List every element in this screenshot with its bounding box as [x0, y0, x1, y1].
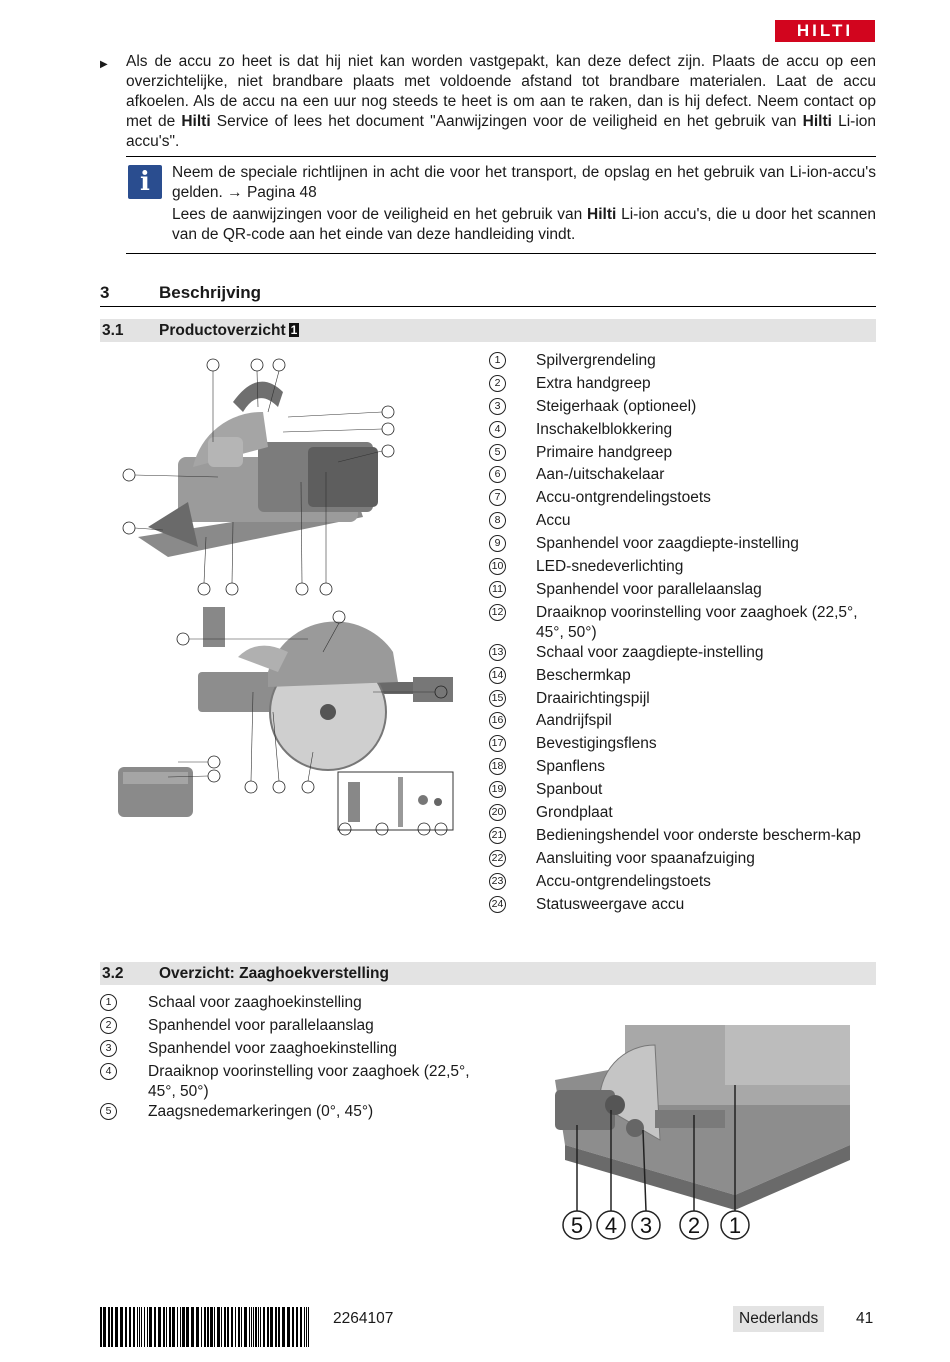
- legend-number-badge: 23: [489, 873, 506, 890]
- legend-number-badge: 5: [489, 444, 506, 461]
- legend-item: [489, 872, 879, 895]
- legend-number-badge: 18: [489, 758, 506, 775]
- note-line-2: Lees de aanwijzingen voor de veiligheid en het gebruik van Hilti Li-ion accu's, die u door het scannen van de QR-code aan het einde van deze handleiding vindt.: [172, 206, 876, 243]
- legend-label: Bedieningshendel voor onderste bescherm-kap: [536, 826, 861, 844]
- legend-label: Draaiknop voorinstelling voor zaaghoek (22,5°, 45°, 50°): [148, 1063, 470, 1100]
- legend-label: Spanhendel voor parallelaanslag: [536, 580, 762, 598]
- legend-number-badge: 8: [489, 512, 506, 529]
- legend-label: Spilvergrendeling: [536, 352, 656, 369]
- legend-label: Inschakelblokkering: [536, 420, 673, 438]
- legend-label: Zaagsnedemarkeringen (0°, 45°): [148, 1103, 374, 1120]
- product-overview-figure: [108, 352, 470, 840]
- legend-label: Spanflens: [536, 758, 605, 776]
- legend-item: [489, 711, 879, 734]
- legend-item: [489, 557, 879, 580]
- legend-item: [489, 420, 879, 443]
- saw-top-view: [138, 382, 378, 557]
- figure-callout-number: 4: [604, 1213, 618, 1238]
- legend-item: [489, 895, 879, 918]
- page-number: 41: [856, 1310, 874, 1327]
- legend-label: Aansluiting voor spaanafzuiging: [536, 849, 755, 867]
- legend-label: Steigerhaak (optioneel): [536, 397, 697, 415]
- legend-number-badge: 19: [489, 781, 506, 798]
- legend-label: Draairichtingspijl: [536, 689, 650, 707]
- figure-callout-number: 1: [728, 1213, 742, 1238]
- info-note: [126, 156, 876, 254]
- legend-number-badge: 7: [489, 489, 506, 506]
- note-text: [172, 163, 876, 245]
- legend-number-badge: 3: [489, 398, 506, 415]
- legend-item: [100, 1062, 500, 1102]
- legend-item: [489, 757, 879, 780]
- figure-callout-number: 5: [570, 1213, 584, 1238]
- legend-number-badge: 4: [489, 421, 506, 438]
- hilti-logo: HILTI: [775, 20, 875, 42]
- info-icon: i: [128, 165, 162, 199]
- barcode: [100, 1307, 312, 1347]
- legend-label: Grondplaat: [536, 804, 613, 822]
- legend-number-badge: 6: [489, 466, 506, 483]
- legend-label: Statusweergave accu: [536, 895, 685, 913]
- product-legend: [489, 351, 879, 917]
- legend-number-badge: 11: [489, 581, 506, 598]
- legend-label: Primaire handgreep: [536, 443, 673, 461]
- legend-label: Spanhendel voor parallelaanslag: [148, 1017, 374, 1034]
- legend-number-badge: 1: [489, 352, 506, 369]
- legend-number-badge: 4: [100, 1063, 117, 1080]
- legend-number-badge: 9: [489, 535, 506, 552]
- figure-callout-number: 3: [639, 1213, 653, 1238]
- legend-number-badge: 3: [100, 1040, 117, 1057]
- legend-number-badge: 12: [489, 604, 506, 621]
- legend-item: [489, 689, 879, 712]
- bullet-triangle-icon: ▶: [100, 59, 108, 70]
- battery-pack: [118, 767, 193, 817]
- legend-item: [489, 603, 879, 643]
- legend-number-badge: 2: [489, 375, 506, 392]
- bevel-legend: [100, 993, 500, 1125]
- legend-item: [100, 993, 500, 1016]
- legend-label: LED-snedeverlichting: [536, 558, 684, 576]
- warning-text: Als de accu zo heet is dat hij niet kan worden vastgepakt, kan deze defect zijn. Plaats de accu op een overzichtelijke, niet brandbare plaats met voldoende afstand tot brandbare materialen. Laat de accu afkoelen. Als de accu na een uur nog steeds te heet is om aan te raken, dan is hij defect. Neem contact op met de Hilti Service of lees het document "Aanwijzingen voor de veiligheid en het gebruik van Hilti Li-ion accu's".: [126, 53, 876, 150]
- legend-number-badge: 20: [489, 804, 506, 821]
- subsection-heading-3-2: 3.2 Overzicht: Zaaghoekverstelling: [100, 962, 876, 985]
- legend-number-badge: 13: [489, 644, 506, 661]
- legend-item: [100, 1039, 500, 1062]
- saw-side-view: [198, 607, 453, 770]
- legend-item: [489, 780, 879, 803]
- legend-label: Spanbout: [536, 781, 603, 799]
- legend-label: Spanhendel voor zaaghoekinstelling: [148, 1040, 398, 1057]
- legend-label: Spanhendel voor zaagdiepte-instelling: [536, 535, 799, 553]
- legend-number-badge: 10: [489, 558, 506, 575]
- legend-item: [489, 666, 879, 689]
- legend-item: [489, 351, 879, 374]
- legend-label: Accu-ontgrendelingstoets: [536, 872, 711, 890]
- document-number: 2264107: [333, 1310, 394, 1327]
- legend-item: [489, 443, 879, 466]
- legend-label: Bevestigingsflens: [536, 735, 657, 753]
- legend-item: [489, 488, 879, 511]
- legend-item: [489, 734, 879, 757]
- legend-item: [489, 534, 879, 557]
- legend-item: [100, 1102, 500, 1125]
- legend-item: [489, 374, 879, 397]
- legend-number-badge: 24: [489, 896, 506, 913]
- legend-label: Aandrijfspil: [536, 712, 612, 730]
- legend-number-badge: 17: [489, 735, 506, 752]
- note-line-1: Neem de speciale richtlijnen in acht die voor het transport, de opslag en het gebruik van Li-ion-accu's gelden. → Pagina 48: [172, 164, 876, 201]
- subsection-heading-3-1: 3.1 Productoverzicht 1: [100, 319, 876, 342]
- bevel-adjustment-figure: [525, 995, 877, 1267]
- legend-number-badge: 1: [100, 994, 117, 1011]
- legend-number-badge: 5: [100, 1103, 117, 1120]
- legend-label: Beschermkap: [536, 666, 631, 684]
- legend-item: [489, 580, 879, 603]
- language-label: Nederlands: [733, 1306, 824, 1332]
- legend-number-badge: 14: [489, 667, 506, 684]
- legend-label: Extra handgreep: [536, 374, 651, 392]
- legend-number-badge: 15: [489, 690, 506, 707]
- legend-label: Draaiknop voorinstelling voor zaaghoek (22,5°, 45°, 50°): [536, 603, 858, 641]
- legend-number-badge: 22: [489, 850, 506, 867]
- legend-label: Schaal voor zaagdiepte-instelling: [536, 643, 764, 661]
- legend-label: Schaal voor zaaghoekinstelling: [148, 994, 362, 1011]
- figure-ref-badge: 1: [290, 323, 298, 337]
- section-heading: 3 Beschrijving: [100, 283, 876, 307]
- legend-item: [489, 465, 879, 488]
- legend-item: [489, 643, 879, 666]
- legend-item: [489, 511, 879, 534]
- legend-item: [489, 397, 879, 420]
- legend-item: [489, 803, 879, 826]
- legend-label: Aan-/uitschakelaar: [536, 466, 665, 484]
- legend-number-badge: 16: [489, 712, 506, 729]
- legend-number-badge: 2: [100, 1017, 117, 1034]
- figure-callout-number: 2: [687, 1213, 701, 1238]
- legend-item: [489, 826, 879, 849]
- legend-item: [489, 849, 879, 872]
- legend-item: [100, 1016, 500, 1039]
- legend-number-badge: 21: [489, 827, 506, 844]
- legend-label: Accu: [536, 512, 571, 530]
- warning-bullet: [100, 52, 876, 152]
- legend-label: Accu-ontgrendelingstoets: [536, 489, 711, 507]
